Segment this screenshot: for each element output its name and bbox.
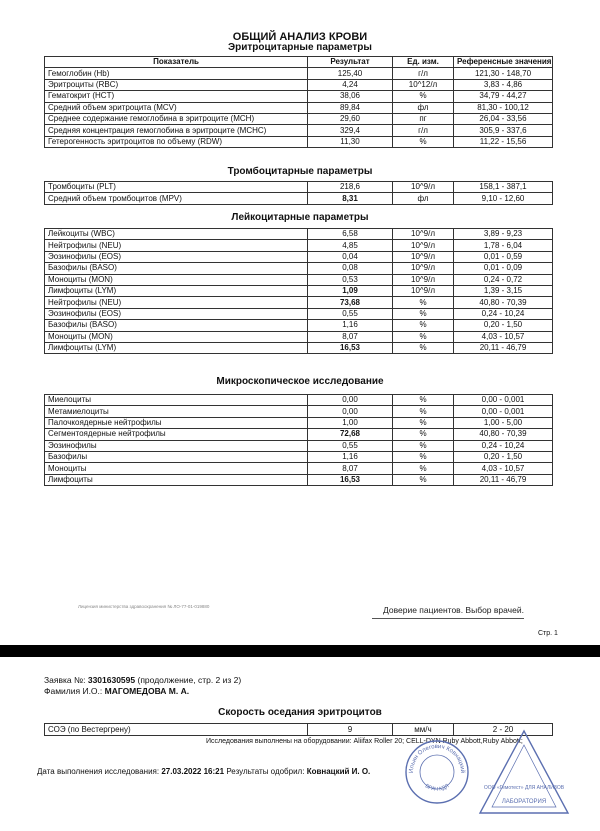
result-value: 0,04	[308, 251, 393, 262]
result-value: 125,40	[308, 68, 393, 79]
param-name: Базофилы (BASO)	[45, 263, 308, 274]
result-value: 0,00	[308, 395, 393, 406]
table-row	[45, 342, 553, 353]
param-name: Моноциты (MON)	[45, 331, 308, 342]
esr-reference: 2 - 20	[454, 724, 553, 736]
result-value: 38,06	[308, 91, 393, 102]
result-value: 8,07	[308, 463, 393, 474]
table-row	[45, 79, 553, 90]
unit: %	[393, 331, 454, 342]
param-name: Среднее содержание гемоглобина в эритроците (MCH)	[45, 113, 308, 124]
table-row	[45, 68, 553, 79]
param-name: Нейтрофилы (NEU)	[45, 240, 308, 251]
order-line	[44, 675, 241, 685]
unit: %	[393, 308, 454, 319]
reference-range: 9,10 - 12,60	[454, 193, 553, 204]
param-name: Эозинофилы	[45, 440, 308, 451]
param-name: Метамиелоциты	[45, 406, 308, 417]
doctor-stamp	[404, 739, 470, 805]
esr-name: СОЭ (по Вестергрену)	[45, 724, 308, 736]
result-value: 329,4	[308, 125, 393, 136]
result-value: 29,60	[308, 113, 393, 124]
section-title: Эритроцитарные параметры	[228, 42, 372, 53]
result-value: 218,6	[308, 182, 393, 193]
table-row	[45, 395, 553, 406]
param-name: Гемоглобин (Hb)	[45, 68, 308, 79]
reference-range: 81,30 - 100,12	[454, 102, 553, 113]
column-header: Ед. изм.	[393, 57, 454, 68]
param-name: Лимфоциты (LYM)	[45, 342, 308, 353]
param-name: Средний объем эритроцита (MCV)	[45, 102, 308, 113]
table-row	[45, 320, 553, 331]
table-header-row	[45, 57, 553, 68]
reference-range: 3,83 - 4,86	[454, 79, 553, 90]
reference-range: 3,89 - 9,23	[454, 229, 553, 240]
result-value: 1,00	[308, 417, 393, 428]
section-title: Тромбоцитарные параметры	[227, 166, 373, 177]
result-value: 0,53	[308, 274, 393, 285]
svg-text:ВРАЧ КДЛ	[424, 783, 451, 793]
unit: 10^9/л	[393, 182, 454, 193]
param-name: Лимфоциты	[45, 474, 308, 485]
table-row	[45, 102, 553, 113]
table-row	[45, 229, 553, 240]
reference-range: 4,03 - 10,57	[454, 463, 553, 474]
order-suffix: (продолжение, стр. 2 из 2)	[137, 675, 242, 685]
reference-range: 40,80 - 70,39	[454, 429, 553, 440]
param-name: Лимфоциты (LYM)	[45, 285, 308, 296]
date-label: Дата выполнения исследования:	[37, 767, 160, 776]
reference-range: 0,24 - 10,24	[454, 308, 553, 319]
result-value: 89,84	[308, 102, 393, 113]
table-row	[45, 136, 553, 147]
reference-range: 0,00 - 0,001	[454, 406, 553, 417]
reference-range: 1,39 - 3,15	[454, 285, 553, 296]
param-name: Эозинофилы (EOS)	[45, 308, 308, 319]
unit: %	[393, 406, 454, 417]
param-name: Базофилы	[45, 451, 308, 462]
results-table	[44, 181, 553, 205]
unit: 10^9/л	[393, 285, 454, 296]
table-row	[45, 274, 553, 285]
unit: 10^9/л	[393, 229, 454, 240]
approved-label: Результаты одобрил:	[226, 767, 305, 776]
section-title: Лейкоцитарные параметры	[231, 212, 369, 223]
results-table	[44, 56, 553, 148]
lab-stamp	[476, 727, 572, 817]
reference-range: 34,79 - 44,27	[454, 91, 553, 102]
unit: %	[393, 474, 454, 485]
param-name: Средний объем тромбоцитов (MPV)	[45, 193, 308, 204]
slogan: Доверие пациентов. Выбор врачей.	[383, 605, 524, 615]
reference-range: 0,24 - 10,24	[454, 440, 553, 451]
param-name: Сегментоядерные нейтрофилы	[45, 429, 308, 440]
esr-result: 9	[308, 724, 393, 736]
table-row	[45, 451, 553, 462]
param-name: Тромбоциты (PLT)	[45, 182, 308, 193]
esr-unit: мм/ч	[393, 724, 454, 736]
table-row	[45, 297, 553, 308]
reference-range: 40,80 - 70,39	[454, 297, 553, 308]
unit: %	[393, 395, 454, 406]
reference-range: 4,03 - 10,57	[454, 331, 553, 342]
column-header: Результат	[308, 57, 393, 68]
param-name: Базофилы (BASO)	[45, 320, 308, 331]
result-value: 1,16	[308, 320, 393, 331]
patient-name: МАГОМЕДОВА М. А.	[104, 686, 190, 696]
page-number: Стр. 1	[538, 630, 558, 637]
results-table	[44, 394, 553, 486]
result-value: 4,24	[308, 79, 393, 90]
table-row	[45, 263, 553, 274]
reference-range: 1,78 - 6,04	[454, 240, 553, 251]
unit: %	[393, 320, 454, 331]
param-name: Гематокрит (HCT)	[45, 91, 308, 102]
param-name: Эозинофилы (EOS)	[45, 251, 308, 262]
unit: 10^9/л	[393, 240, 454, 251]
date-value: 27.03.2022 16:21	[161, 767, 225, 776]
result-value: 8,31	[308, 193, 393, 204]
reference-range: 0,01 - 0,09	[454, 263, 553, 274]
results-table	[44, 228, 553, 354]
unit: 10^9/л	[393, 251, 454, 262]
table-row	[45, 331, 553, 342]
signature-line	[37, 767, 370, 776]
table-row	[45, 240, 553, 251]
column-header: Показатель	[45, 57, 308, 68]
table-row	[45, 463, 553, 474]
stamp-round-text: Ильин Олегович Ковнацкий	[408, 743, 466, 774]
unit: %	[393, 463, 454, 474]
table-row	[45, 285, 553, 296]
unit: %	[393, 440, 454, 451]
reference-range: 0,20 - 1,50	[454, 451, 553, 462]
reference-range: 305,9 - 337,6	[454, 125, 553, 136]
unit: г/л	[393, 68, 454, 79]
result-value: 0,55	[308, 440, 393, 451]
result-value: 1,16	[308, 451, 393, 462]
param-name: Лейкоциты (WBC)	[45, 229, 308, 240]
result-value: 73,68	[308, 297, 393, 308]
order-number: 3301630595	[87, 675, 136, 685]
table-row	[45, 308, 553, 319]
table-row	[45, 182, 553, 193]
reference-range: 0,24 - 0,72	[454, 274, 553, 285]
unit: фл	[393, 102, 454, 113]
slogan-underline	[372, 618, 524, 619]
result-value: 4,85	[308, 240, 393, 251]
stamp-round-bottom: ВРАЧ КДЛ	[423, 783, 451, 793]
report-title: ОБЩИЙ АНАЛИЗ КРОВИ	[232, 31, 368, 43]
reference-range: 20,11 - 46,79	[454, 474, 553, 485]
result-value: 16,53	[308, 474, 393, 485]
unit: г/л	[393, 125, 454, 136]
stamp-tri-bottom: ЛАБОРАТОРИЯ	[501, 799, 547, 805]
reference-range: 158,1 - 387,1	[454, 182, 553, 193]
reference-range: 20,11 - 46,79	[454, 342, 553, 353]
table-row	[45, 251, 553, 262]
stamp-tri-text: ООО «Гемотест» ДЛЯ АНАЛИЗОВ	[483, 785, 565, 791]
reference-range: 1,00 - 5,00	[454, 417, 553, 428]
param-name: Моноциты (MON)	[45, 274, 308, 285]
table-row	[45, 406, 553, 417]
result-value: 6,58	[308, 229, 393, 240]
section-title: Микроскопическое исследование	[216, 376, 384, 387]
reference-range: 0,20 - 1,50	[454, 320, 553, 331]
unit: 10^12/л	[393, 79, 454, 90]
param-name: Миелоциты	[45, 395, 308, 406]
result-value: 0,08	[308, 263, 393, 274]
result-value: 11,30	[308, 136, 393, 147]
result-value: 0,00	[308, 406, 393, 417]
table-row	[45, 193, 553, 204]
patient-label: Фамилия И.О.:	[44, 686, 103, 696]
reference-range: 0,01 - 0,59	[454, 251, 553, 262]
table-row	[45, 125, 553, 136]
order-label: Заявка №:	[44, 675, 86, 685]
table-row	[45, 474, 553, 485]
unit: пг	[393, 113, 454, 124]
param-name: Эритроциты (RBC)	[45, 79, 308, 90]
unit: %	[393, 451, 454, 462]
unit: %	[393, 136, 454, 147]
result-value: 16,53	[308, 342, 393, 353]
reference-range: 121,30 - 148,70	[454, 68, 553, 79]
unit: 10^9/л	[393, 263, 454, 274]
param-name: Гетерогенность эритроцитов по объему (RDW)	[45, 136, 308, 147]
table-row	[45, 429, 553, 440]
param-name: Палочкоядерные нейтрофилы	[45, 417, 308, 428]
unit: %	[393, 297, 454, 308]
column-header: Референсные значения	[454, 57, 553, 68]
unit: %	[393, 417, 454, 428]
patient-line	[44, 686, 189, 696]
reference-range: 11,22 - 15,56	[454, 136, 553, 147]
license-text: Лицензия министерства здравоохранения № ЛО-77-01-019880	[78, 604, 210, 609]
table-row	[45, 440, 553, 451]
reference-range: 0,00 - 0,001	[454, 395, 553, 406]
table-row	[45, 417, 553, 428]
equipment-note: Исследования выполнены на оборудовании: Aliifax Roller 20; CELL-DYN Ruby Abbott,Ruby Abbott;	[206, 738, 523, 745]
result-value: 8,07	[308, 331, 393, 342]
table-row	[45, 91, 553, 102]
param-name: Средняя концентрация гемоглобина в эритроците (MCHC)	[45, 125, 308, 136]
unit: фл	[393, 193, 454, 204]
approved-by: Ковнацкий И. О.	[306, 767, 371, 776]
result-value: 1,09	[308, 285, 393, 296]
unit: %	[393, 91, 454, 102]
reference-range: 26,04 - 33,56	[454, 113, 553, 124]
unit: 10^9/л	[393, 274, 454, 285]
result-value: 72,68	[308, 429, 393, 440]
result-value: 0,55	[308, 308, 393, 319]
param-name: Нейтрофилы (NEU)	[45, 297, 308, 308]
param-name: Моноциты	[45, 463, 308, 474]
table-row	[45, 113, 553, 124]
unit: %	[393, 429, 454, 440]
esr-title: Скорость оседания эритроцитов	[218, 707, 382, 718]
unit: %	[393, 342, 454, 353]
